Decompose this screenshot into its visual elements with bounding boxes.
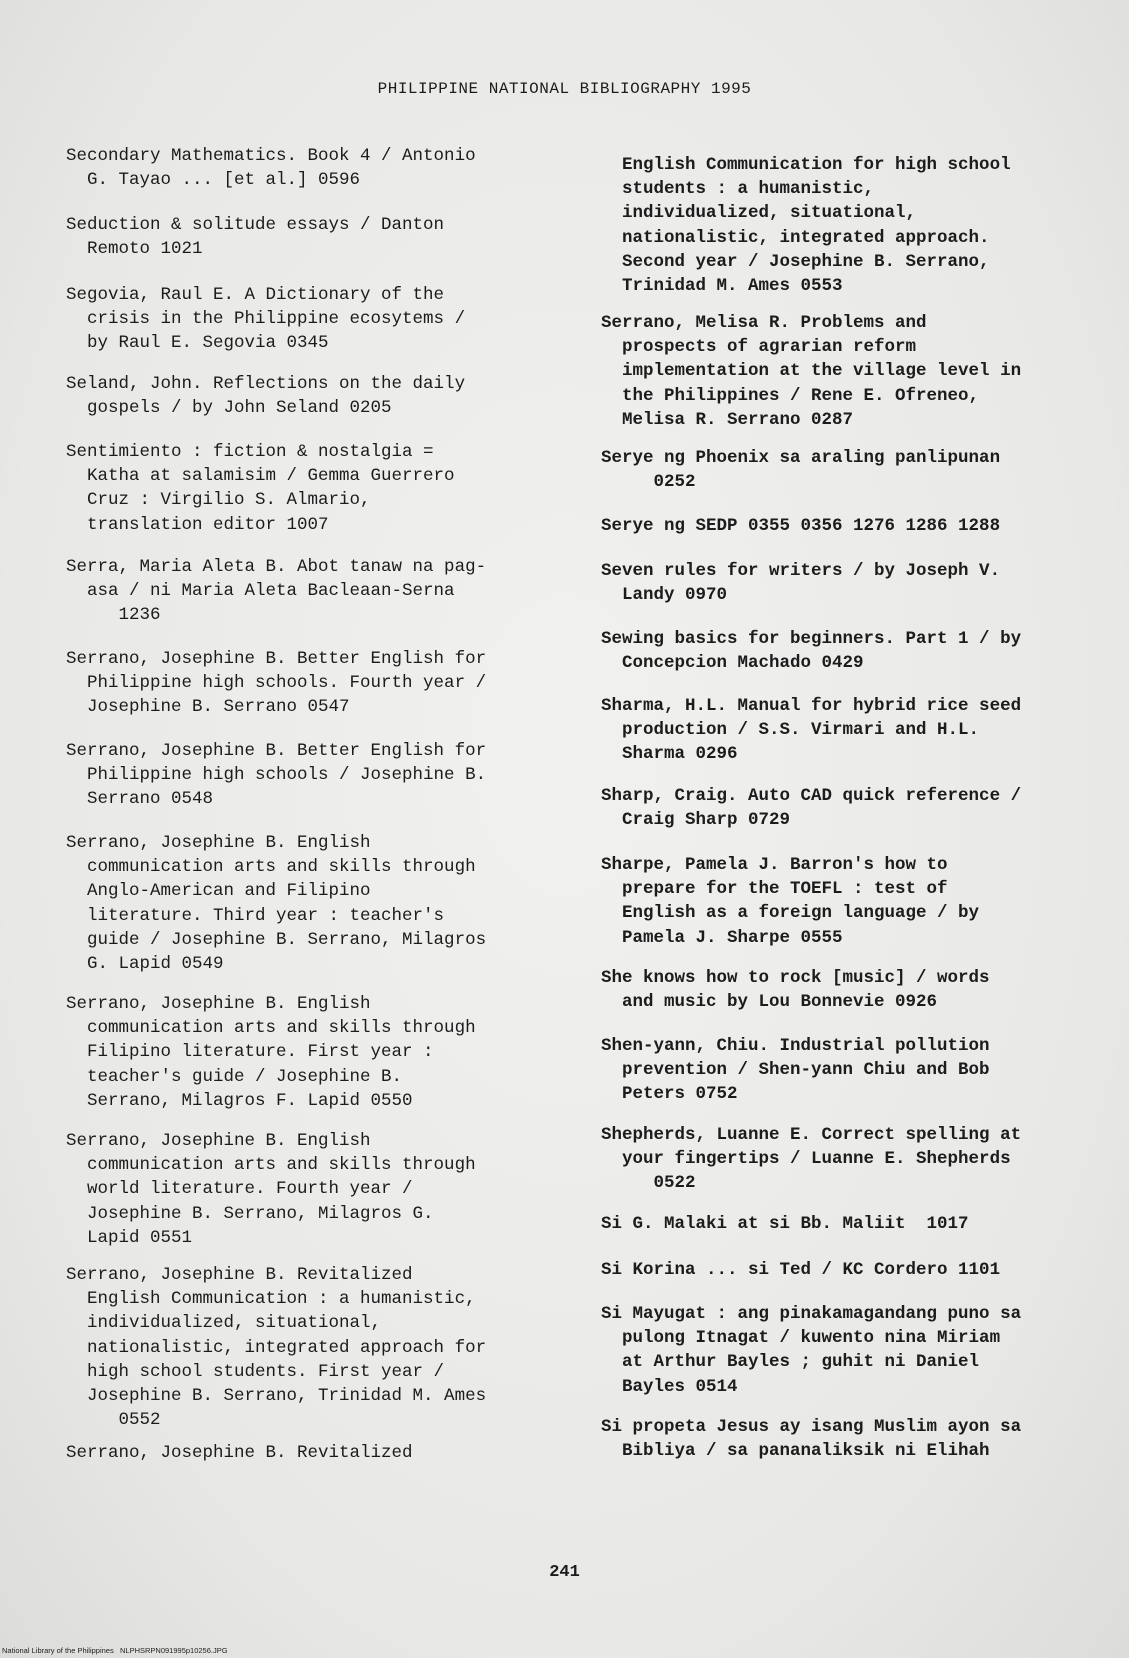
bibliography-entry	[601, 514, 1000, 538]
entry-line: Si Mayugat : ang pinakamagandang puno sa	[601, 1304, 1022, 1324]
entry-line: Serrano, Melisa R. Problems and	[601, 313, 927, 333]
entry-line: Josephine B. Serrano 0547	[66, 697, 350, 718]
entry-line: translation editor 1007	[66, 514, 329, 535]
entry-line: Peters 0752	[601, 1084, 738, 1105]
entry-line: Si Korina ... si Ted / KC Cordero 1101	[601, 1260, 1001, 1280]
entry-line: Pamela J. Sharpe 0555	[601, 927, 843, 948]
bibliography-entry	[66, 213, 444, 261]
entry-line: Cruz : Virgilio S. Almario,	[66, 490, 371, 511]
entry-line: Craig Sharp 0729	[601, 810, 791, 831]
bibliography-entry	[601, 1034, 990, 1107]
entry-line: nationalistic, integrated approach.	[601, 227, 990, 248]
entry-line: individualized, situational,	[66, 1313, 382, 1334]
entry-line: English as a foreign language / by	[601, 903, 980, 924]
bibliography-entry	[66, 647, 486, 720]
entry-line: Sentimiento : fiction & nostalgia =	[66, 442, 434, 462]
bibliography-entry	[601, 1258, 1000, 1282]
footer-file: NLPHSRPN091995p10256.JPG	[120, 1646, 228, 1655]
entry-line: the Philippines / Rene E. Ofreneo,	[601, 385, 980, 406]
bibliography-entry	[601, 694, 1021, 767]
bibliography-entry	[66, 144, 476, 192]
page-header: PHILIPPINE NATIONAL BIBLIOGRAPHY 1995	[377, 80, 752, 98]
entry-line: Shen-yann, Chiu. Industrial pollution	[601, 1036, 990, 1056]
entry-line: Philippine high schools / Josephine B.	[66, 765, 487, 786]
entry-line: Sharma, H.L. Manual for hybrid rice seed	[601, 696, 1022, 716]
entry-line: 0522	[601, 1173, 696, 1194]
bibliography-entry	[66, 1441, 413, 1465]
entry-line: Seven rules for writers / by Joseph V.	[601, 561, 1001, 581]
entry-line: your fingertips / Luanne E. Shepherds	[601, 1149, 1011, 1170]
entry-line: Serrano, Josephine B. English	[66, 833, 371, 853]
entry-line: 0252	[601, 472, 696, 493]
bibliography-entry	[66, 1129, 476, 1250]
scan-footer	[2, 1646, 228, 1655]
entry-line: Serrano, Josephine B. Revitalized	[66, 1443, 413, 1463]
entry-line: implementation at the village level in	[601, 361, 1022, 382]
entry-line: She knows how to rock [music] / words	[601, 968, 990, 988]
entry-line: prepare for the TOEFL : test of	[601, 879, 948, 900]
entry-line: at Arthur Bayles ; guhit ni Daniel	[601, 1352, 980, 1373]
bibliography-entry	[66, 739, 486, 812]
entry-line: Bayles 0514	[601, 1376, 738, 1397]
entry-line: and music by Lou Bonnevie 0926	[601, 992, 938, 1013]
entry-line: Segovia, Raul E. A Dictionary of the	[66, 285, 445, 305]
entry-line: Serrano 0548	[66, 789, 214, 810]
bibliography-entry	[601, 559, 1000, 607]
entry-line: Remoto 1021	[66, 239, 203, 260]
entry-line: Bibliya / sa pananaliksik ni Elihah	[601, 1441, 990, 1462]
entry-line: Serrano, Josephine B. English	[66, 994, 371, 1014]
bibliography-entry	[601, 1415, 1021, 1463]
entry-line: guide / Josephine B. Serrano, Milagros	[66, 929, 487, 950]
bibliography-entry	[66, 555, 486, 628]
entry-line: 1236	[66, 605, 161, 626]
entry-line: Sharp, Craig. Auto CAD quick reference /	[601, 786, 1022, 806]
entry-line: Si G. Malaki at si Bb. Maliit 1017	[601, 1214, 969, 1234]
entry-line: Serrano, Josephine B. English	[66, 1131, 371, 1151]
bibliography-entry	[601, 853, 979, 950]
bibliography-entry	[66, 1263, 486, 1432]
entry-line: Serye ng SEDP 0355 0356 1276 1286 1288	[601, 516, 1001, 536]
entry-line: gospels / by John Seland 0205	[66, 398, 392, 419]
entry-line: Serrano, Josephine B. Revitalized	[66, 1265, 413, 1285]
entry-line: individualized, situational,	[601, 203, 917, 224]
entry-line: Serrano, Josephine B. Better English for	[66, 649, 487, 669]
entry-line: Philippine high schools. Fourth year /	[66, 673, 487, 694]
footer-library: National Library of the Philippines	[2, 1646, 114, 1655]
entry-line: Landy 0970	[601, 585, 728, 606]
entry-line: Secondary Mathematics. Book 4 / Antonio	[66, 146, 476, 166]
entry-line: communication arts and skills through	[66, 1155, 476, 1176]
bibliography-entry	[66, 440, 455, 537]
entry-line: teacher's guide / Josephine B.	[66, 1066, 403, 1087]
bibliography-entry	[601, 966, 990, 1014]
bibliography-entry	[601, 446, 1000, 494]
entry-line: Concepcion Machado 0429	[601, 653, 864, 674]
entry-line: communication arts and skills through	[66, 857, 476, 878]
bibliography-entry	[601, 1212, 969, 1236]
entry-line: Serra, Maria Aleta B. Abot tanaw na pag-	[66, 557, 487, 577]
entry-line: Sharma 0296	[601, 744, 738, 765]
entry-line: communication arts and skills through	[66, 1018, 476, 1039]
entry-line: high school students. First year /	[66, 1361, 445, 1382]
entry-line: production / S.S. Virmari and H.L.	[601, 720, 980, 741]
entry-line: Lapid 0551	[66, 1227, 193, 1248]
entry-line: Filipino literature. First year :	[66, 1042, 434, 1063]
bibliography-entry	[601, 1302, 1021, 1399]
entry-line: nationalistic, integrated approach for	[66, 1337, 487, 1358]
entry-line: Sharpe, Pamela J. Barron's how to	[601, 855, 948, 875]
entry-line: Shepherds, Luanne E. Correct spelling at	[601, 1125, 1022, 1145]
entry-line: Melisa R. Serrano 0287	[601, 409, 854, 430]
entry-line: Si propeta Jesus ay isang Muslim ayon sa	[601, 1417, 1022, 1437]
entry-line: Second year / Josephine B. Serrano,	[601, 251, 990, 272]
entry-line: Josephine B. Serrano, Trinidad M. Ames	[66, 1386, 487, 1407]
bibliography-entry	[66, 992, 476, 1113]
entry-line: Trinidad M. Ames 0553	[601, 276, 843, 297]
entry-line: by Raul E. Segovia 0345	[66, 333, 329, 354]
bibliography-entry	[66, 372, 465, 420]
entry-line: world literature. Fourth year /	[66, 1179, 413, 1200]
entry-line: students : a humanistic,	[601, 179, 875, 200]
entry-line: G. Lapid 0549	[66, 954, 224, 975]
entry-line: Serrano, Josephine B. Better English for	[66, 741, 487, 761]
bibliography-entry	[601, 1123, 1021, 1196]
entry-line: pulong Itnagat / kuwento nina Miriam	[601, 1328, 1001, 1349]
entry-line: crisis in the Philippine ecosytems /	[66, 309, 466, 330]
entry-line: Katha at salamisim / Gemma Guerrero	[66, 466, 455, 487]
entry-line: Josephine B. Serrano, Milagros G.	[66, 1203, 434, 1224]
entry-line: literature. Third year : teacher's	[66, 905, 445, 926]
entry-line: English Communication : a humanistic,	[66, 1289, 476, 1310]
entry-line: Sewing basics for beginners. Part 1 / by	[601, 629, 1022, 649]
entry-line: Serye ng Phoenix sa araling panlipunan	[601, 448, 1001, 468]
entry-line: G. Tayao ... [et al.] 0596	[66, 170, 361, 191]
bibliography-entry	[66, 831, 486, 976]
entry-line: 0552	[66, 1410, 161, 1431]
entry-line: Anglo-American and Filipino	[66, 881, 371, 902]
entry-line: prevention / Shen-yann Chiu and Bob	[601, 1060, 990, 1081]
bibliography-entry	[601, 784, 1021, 832]
bibliography-entry	[601, 311, 1021, 432]
entry-line: Seduction & solitude essays / Danton	[66, 215, 445, 235]
entry-line: Serrano, Milagros F. Lapid 0550	[66, 1090, 413, 1111]
entry-line: English Communication for high school	[601, 155, 1011, 175]
bibliography-entry	[601, 153, 1011, 298]
page-number: 241	[549, 1563, 580, 1582]
entry-line: asa / ni Maria Aleta Bacleaan-Serna	[66, 581, 455, 602]
entry-line: prospects of agrarian reform	[601, 337, 917, 358]
entry-line: Seland, John. Reflections on the daily	[66, 374, 466, 394]
bibliography-entry	[601, 627, 1021, 675]
bibliography-entry	[66, 283, 465, 356]
